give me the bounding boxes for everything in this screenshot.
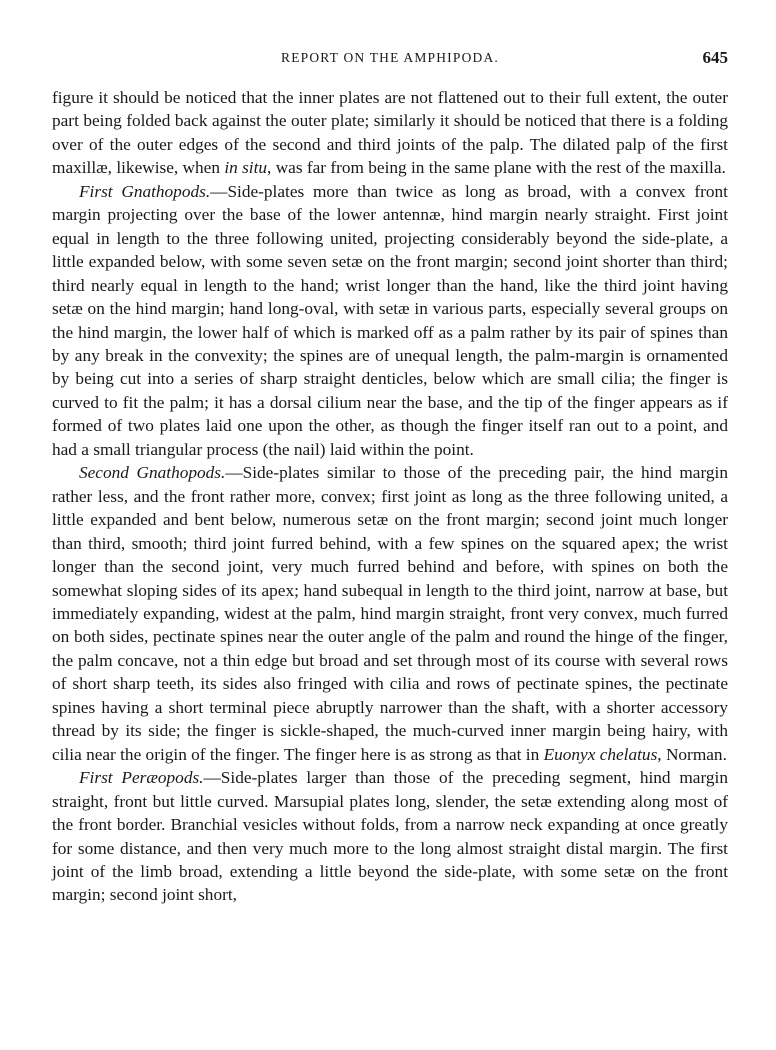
paragraph-maxillae — [52, 86, 728, 180]
species-name: Euonyx chelatus — [543, 744, 658, 764]
body-text — [52, 86, 728, 907]
section-heading: First Peræopods. — [79, 768, 204, 788]
italic-phrase: in situ — [224, 158, 268, 178]
paragraph-first-peraeopods — [52, 766, 728, 907]
running-title: REPORT ON THE AMPHIPODA. — [280, 50, 500, 65]
paragraph-text: —Side-plates more than twice as long as broad, with a convex front margin projecting over the base of the lower antennæ, hind margin nearly straight. First joint equal in length to the three following united, projecting considerably beyond the side-plate, a little expanded below, with some seven setæ on the front margin; second joint shorter than third; third nearly equal in length to the hand; wrist longer than the hand, like the third joint having setæ on the hind margin; hand long-oval, with setæ in various parts, especially several groups on the hind margin, the lower half of which is marked off as a palm rather by its pair of spines than by any break in the convexity; the spines are of unequal length, the palm-margin is ornamented by being cut into a series of sharp straight denticles, below which are small cilia; the finger is curved to fit the palm; it has a dorsal cilium near the base, and the tip of the finger appears as if formed of two plates laid one upon the other, as though the finger itself ran out to a point, and had a small triangular process (the nail) laid within the point. — [52, 181, 728, 459]
section-heading: First Gnathopods. — [79, 181, 211, 201]
page-number: 645 — [702, 48, 728, 67]
paragraph-text: figure it should be noticed that the inner plates are not flattened out to their full extent, the outer part being folded back against the outer plate; similarly it should be noticed that there is a folding over of the outer edges of the second and third joints of the palp. The dilated palp of the first maxillæ, likewise, when — [52, 88, 728, 178]
paragraph-text: —Side-plates larger than those of the preceding segment, hind margin straight, front but little curved. Marsupial plates long, slender, the setæ extending along most of the front border. Branchial vesicles without folds, from a narrow neck expanding at once greatly for some distance, and then very much more to the long almost straight distal margin. The first joint of the limb broad, extending a little beyond the side-plate, with some setæ on the front margin; second joint short, — [52, 768, 728, 905]
running-head — [52, 48, 728, 72]
paragraph-text: —Side-plates similar to those of the preceding pair, the hind margin rather less, and the front rather more, convex; first joint as long as the three following united, a little expanded and bent below, numerous setæ on the front margin; second joint much longer than third, smooth; third joint furred behind, with a few spines on the squared apex; the wrist longer than the second joint, very much furred behind and before, with spines on both the somewhat sloping sides of its apex; hand subequal in length to the third joint, narrow at base, but immediately expanding, widest at the palm, hind margin straight, front very convex, much furred on both sides, pectinate spines near the outer angle of the palm and round the hinge of the finger, the palm concave, not a thin edge but broad and set through most of its course with several rows of short sharp teeth, its sides also fringed with cilia and rows of pectinate spines, the pectinate spines having a short terminal piece abruptly narrower than the shaft, with a shorter accessory thread by its side; the finger is sickle-shaped, the much-curved inner margin being hairy, with cilia near the origin of the finger. The finger here is as strong as that in — [52, 463, 728, 764]
paragraph-second-gnathopods — [52, 461, 728, 766]
paragraph-text: , was far from being in the same plane with the rest of the maxilla. — [267, 158, 726, 178]
paragraph-first-gnathopods — [52, 180, 728, 461]
section-heading: Second Gnathopods. — [79, 463, 226, 483]
paragraph-text: , Norman. — [657, 744, 727, 764]
